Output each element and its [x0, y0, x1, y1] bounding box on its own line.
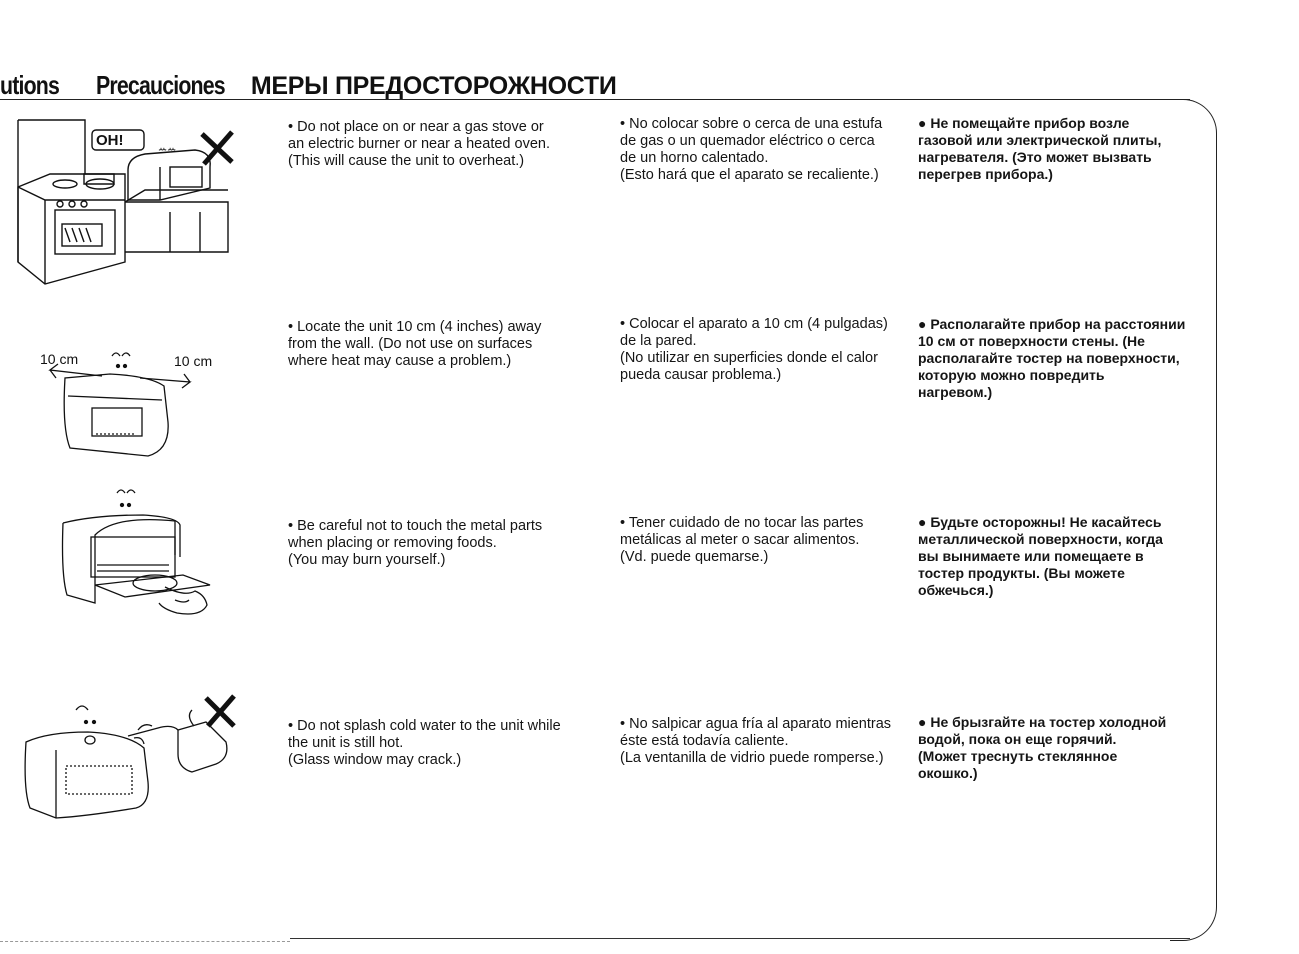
item-1-russian: ● Не помещайте прибор возле газовой или электрической плиты, нагревателя. (Это может вызвать перегрев прибора.) [918, 115, 1162, 182]
item-1-spanish: • No colocar sobre o cerca de una estufa de gas o un quemador eléctrico o cerca de un horno calentado. (Esto hará que el aparato se recaliente.) [620, 116, 883, 183]
item-3-russian: ● Будьте осторожны! Не касайтесь металлической поверхности, когда вы вынимаете или помещаете в тостер продукты. (Вы можете обжечься.) [918, 514, 1163, 598]
bottom-dotted-rule [0, 941, 290, 942]
oh-sign-label: OH! [96, 132, 124, 149]
item-3-english: • Be careful not to touch the metal parts when placing or removing foods. (You may burn yourself.) [288, 518, 543, 568]
distance-left-label: 10 cm [40, 351, 79, 367]
title-russian: МЕРЫ ПРЕДОСТОРОЖНОСТИ [250, 72, 617, 100]
item-4-russian: ● Не брызгайте на тостер холодной водой, пока он еще горячий. (Может треснуть стеклянное окошко.) [918, 714, 1167, 781]
bottom-rule [290, 938, 1190, 939]
illustration-cold-water [18, 690, 248, 825]
item-4-spanish: • No salpicar agua fría al aparato mientras éste está todavía caliente. (La ventanilla de vidrio puede romperse.) [620, 716, 892, 766]
distance-right-label: 10 cm [174, 353, 213, 369]
illustration-stove [10, 112, 250, 292]
title-spanish: Precauciones [96, 70, 226, 100]
svg-text:ꕀꕀ: ꕀꕀ [158, 144, 177, 155]
header-rule [0, 99, 1190, 100]
item-4-english: • Do not splash cold water to the unit while the unit is still hot. (Glass window may crack.) [288, 718, 561, 768]
item-2-spanish: • Colocar el aparato a 10 cm (4 pulgadas) de la pared. (No utilizar en superficies donde el calor pueda causar problema.) [620, 316, 888, 383]
page-header [0, 70, 617, 101]
item-3-spanish: • Tener cuidado de no tocar las partes metálicas al meter o sacar alimentos. (Vd. puede quemarse.) [620, 515, 864, 565]
title-english: utions [0, 70, 60, 100]
item-1-english: • Do not place on or near a gas stove or an electric burner or near a heated oven. (This will cause the unit to overheat.) [288, 119, 550, 169]
item-2-english: • Locate the unit 10 cm (4 inches) away from the wall. (Do not use on surfaces where heat may cause a problem.) [288, 319, 542, 369]
illustration-wall-distance [30, 338, 230, 468]
illustration-hot-tray [55, 485, 215, 630]
item-2-russian: ● Располагайте прибор на расстоянии 10 см от поверхности стены. (Не располагайте тостер на поверхности, которую можно повредить нагревом.) [918, 316, 1186, 400]
